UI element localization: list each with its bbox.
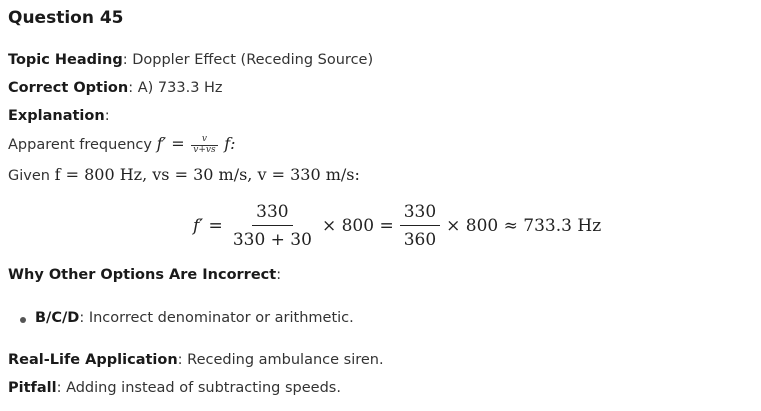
explanation-label: Explanation (8, 108, 105, 124)
application-line: Real-Life Application: Receding ambulance siren. (8, 352, 384, 368)
calculation-display (193, 202, 601, 250)
application-label: Real-Life Application (8, 352, 178, 368)
calc-fraction-2 (400, 202, 440, 250)
calc-lhs: f′ = (193, 216, 223, 236)
topic-label: Topic Heading (8, 52, 123, 68)
correct-option-line: Correct Option: A) 733.3 Hz (8, 80, 223, 96)
calc-fraction-1 (229, 202, 316, 250)
bullet-icon (20, 317, 26, 323)
formula-rhs: f: (224, 134, 236, 153)
given-values: f = 800 Hz, vs = 30 m/s, v = 330 m/s: (54, 165, 360, 184)
correct-option-value: A) 733.3 Hz (137, 80, 223, 96)
pitfall-value: Adding instead of subtracting speeds. (66, 380, 341, 396)
topic-line: Topic Heading: Doppler Effect (Receding Source) (8, 52, 374, 68)
formula-intro: Apparent frequency (8, 137, 152, 153)
list-item: B/C/D: Incorrect denominator or arithmetic. (35, 310, 354, 326)
why-other-heading: Why Other Options Are Incorrect: (8, 267, 282, 283)
calc-frac2-numerator: 330 (400, 202, 440, 226)
calc-frac1-denominator: 330 + 30 (232, 230, 312, 250)
given-line (8, 165, 360, 184)
list-item-text: Incorrect denominator or arithmetic. (88, 310, 354, 326)
pitfall-line: Pitfall: Adding instead of subtracting speeds. (8, 380, 341, 396)
correct-option-label: Correct Option (8, 80, 129, 96)
calc-result: × 800 ≈ 733.3 Hz (446, 216, 602, 236)
calc-frac2-denominator: 360 (403, 230, 437, 250)
topic-value: Doppler Effect (Receding Source) (132, 52, 374, 68)
formula-fraction (191, 135, 217, 155)
formula-lhs: f′ = (156, 134, 185, 153)
list-item-label: B/C/D (35, 310, 80, 326)
explanation-heading: Explanation: (8, 108, 110, 124)
application-value: Receding ambulance siren. (187, 352, 384, 368)
formula-denominator: v+vs (193, 144, 216, 155)
calc-times-1: × 800 = (321, 216, 394, 236)
pitfall-label: Pitfall (8, 380, 57, 396)
why-other-label: Why Other Options Are Incorrect (8, 267, 277, 283)
calc-frac1-numerator: 330 (252, 202, 292, 226)
formula-numerator: v (191, 135, 217, 145)
question-title: Question 45 (8, 8, 124, 28)
formula-line (8, 134, 236, 155)
given-intro: Given (8, 168, 50, 184)
